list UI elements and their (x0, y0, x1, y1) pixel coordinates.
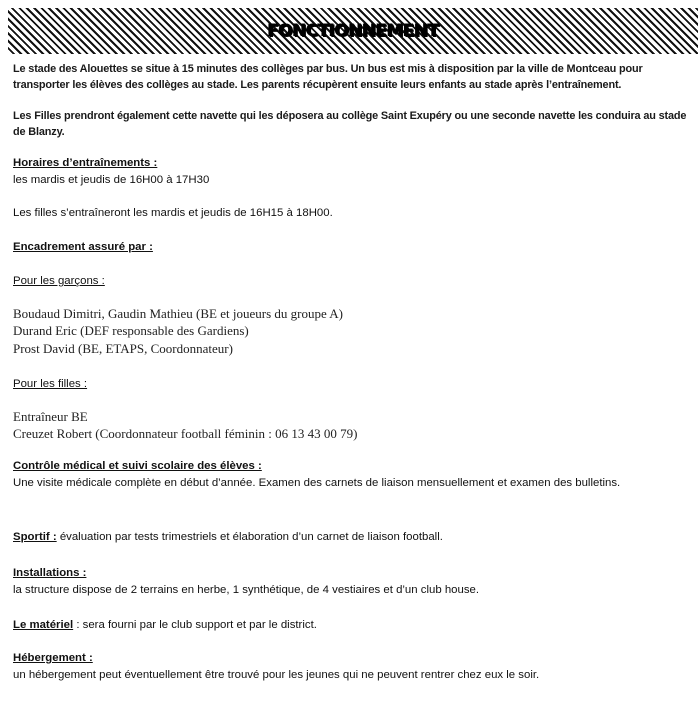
staff-boys-item: Durand Eric (DEF responsable des Gardiens) (13, 323, 249, 339)
intro-section (13, 61, 693, 93)
staff-boys-item: Boudaud Dimitri, Gaudin Mathieu (BE et joueurs du groupe A) (13, 306, 344, 321)
title-banner (8, 8, 698, 54)
staff-girls-label-wrap (13, 376, 693, 393)
schedule-heading: Horaires d’entraînements : (13, 157, 158, 169)
facilities-heading: Installations : (13, 567, 87, 579)
staff-heading: Encadrement assuré par : (13, 241, 153, 253)
equipment-text: : sera fourni par le club support et par le district. (73, 619, 317, 631)
housing-heading: Hébergement : (13, 652, 93, 664)
schedule-girls: Les filles s’entraîneront les mardis et jeudis de 16H15 à 18H00. (13, 207, 333, 219)
page-title: FONCTIONNEMENT (267, 21, 439, 41)
staff-boys-label-wrap (13, 273, 693, 290)
intro-section-girls (13, 108, 693, 140)
sport-heading: Sportif : (13, 531, 57, 543)
sport-text: évaluation par tests trimestriels et élaboration d’un carnet de liaison football. (56, 531, 443, 543)
schedule-section (13, 155, 693, 189)
intro-paragraph-girls-shuttle: Les Filles prendront également cette navette qui les déposera au collège Saint Exupéry ou une seconde navette les conduira au stade de Blanzy. (13, 110, 687, 138)
facilities-text: la structure dispose de 2 terrains en herbe, 1 synthétique, de 4 vestiaires et d’un club house. (13, 584, 480, 596)
staff-section (13, 239, 693, 256)
equipment-section (13, 617, 693, 634)
sport-line (13, 529, 693, 546)
medical-section (13, 458, 693, 492)
equipment-heading: Le matériel (13, 619, 74, 631)
staff-boys-list (13, 305, 693, 357)
staff-girls-list (13, 408, 693, 443)
staff-girls-label: Pour les filles : (13, 378, 88, 390)
medical-text: Une visite médicale complète en début d’année. Examen des carnets de liaison mensuellement et examen des bulletins. (13, 477, 621, 489)
equipment-line (13, 617, 693, 634)
housing-text: un hébergement peut éventuellement être trouvé pour les jeunes qui ne peuvent rentrer chez eux le soir. (13, 669, 540, 681)
intro-paragraph-bus: Le stade des Alouettes se situe à 15 minutes des collèges par bus. Un bus est mis à disposition par la ville de Montceau pour transporter les élèves des collèges au stade. Les parents récupèrent ensuite leurs enfants au stade après l’entraînement. (13, 63, 643, 91)
staff-girls-item: Entraîneur BE (13, 409, 88, 424)
schedule-boys: les mardis et jeudis de 16H00 à 17H30 (13, 174, 210, 186)
medical-heading: Contrôle médical et suivi scolaire des élèves : (13, 460, 262, 472)
staff-boys-label: Pour les garçons : (13, 275, 105, 287)
facilities-section (13, 565, 693, 599)
housing-section (13, 650, 693, 684)
sport-section (13, 529, 693, 546)
staff-boys-item: Prost David (BE, ETAPS, Coordonnateur) (13, 340, 233, 356)
staff-girls-item: Creuzet Robert (Coordonnateur football féminin : 06 13 43 00 79) (13, 426, 358, 442)
schedule-girls-section (13, 205, 693, 222)
